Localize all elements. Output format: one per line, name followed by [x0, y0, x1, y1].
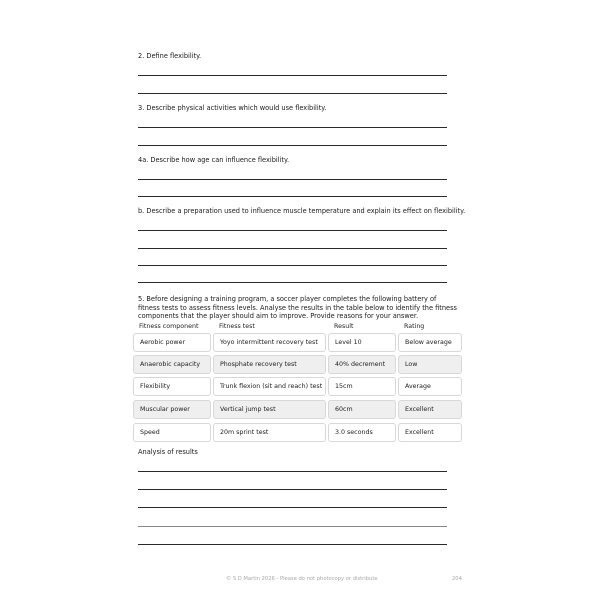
answer-line[interactable]	[138, 179, 447, 180]
table-cell: Average	[398, 377, 462, 396]
table-cell: 40% decrement	[328, 355, 396, 374]
table-cell: Vertical jump test	[213, 400, 326, 419]
table-cell: Low	[398, 355, 462, 374]
answer-line[interactable]	[138, 471, 447, 472]
table-cell: Flexibility	[133, 377, 211, 396]
answer-line[interactable]	[138, 507, 447, 508]
table-cell: 3.0 seconds	[328, 423, 396, 442]
page-number: 204	[452, 576, 462, 582]
answer-line[interactable]	[138, 230, 447, 231]
table-header: Fitness component	[139, 323, 199, 330]
answer-line[interactable]	[138, 75, 447, 76]
table-cell: 20m sprint test	[213, 423, 326, 442]
table-cell: Muscular power	[133, 400, 211, 419]
table-cell: Anaerobic capacity	[133, 355, 211, 374]
answer-line[interactable]	[138, 248, 447, 249]
table-cell: Speed	[133, 423, 211, 442]
answer-line[interactable]	[138, 265, 447, 266]
answer-line[interactable]	[138, 196, 447, 197]
table-cell: Below average	[398, 333, 462, 352]
table-cell: Phosphate recovery test	[213, 355, 326, 374]
table-cell: Yoyo intermittent recovery test	[213, 333, 326, 352]
table-cell: Trunk flexion (sit and reach) test	[213, 377, 326, 396]
answer-line[interactable]	[138, 282, 447, 283]
table-cell: Excellent	[398, 423, 462, 442]
question-4b: b. Describe a preparation used to influence muscle temperature and explain its effect on flexibility.	[138, 207, 466, 215]
table-cell: Aerobic power	[133, 333, 211, 352]
table-header: Fitness test	[219, 323, 255, 330]
answer-line[interactable]	[138, 145, 447, 146]
copyright-notice: © S D Martin 2026 - Please do not photocopy or distribute	[226, 576, 378, 582]
answer-line[interactable]	[138, 544, 447, 545]
table-cell: 15cm	[328, 377, 396, 396]
answer-line[interactable]	[138, 526, 447, 527]
table-header: Rating	[404, 323, 425, 330]
table-cell: Level 10	[328, 333, 396, 352]
table-cell: 60cm	[328, 400, 396, 419]
question-5: 5. Before designing a training program, a soccer player completes the following battery of fitness tests to assess fitness levels. Analyse the results in the table below to identify the fitness components that the player should aim to improve. Provide reasons for your answer.	[138, 295, 457, 321]
question-2: 2. Define flexibility.	[138, 52, 202, 60]
analysis-label: Analysis of results	[138, 448, 198, 456]
table-cell: Excellent	[398, 400, 462, 419]
question-4a: 4a. Describe how age can influence flexibility.	[138, 156, 290, 164]
answer-line[interactable]	[138, 93, 447, 94]
answer-line[interactable]	[138, 489, 447, 490]
question-3: 3. Describe physical activities which would use flexibility.	[138, 104, 327, 112]
answer-line[interactable]	[138, 127, 447, 128]
table-header: Result	[334, 323, 354, 330]
